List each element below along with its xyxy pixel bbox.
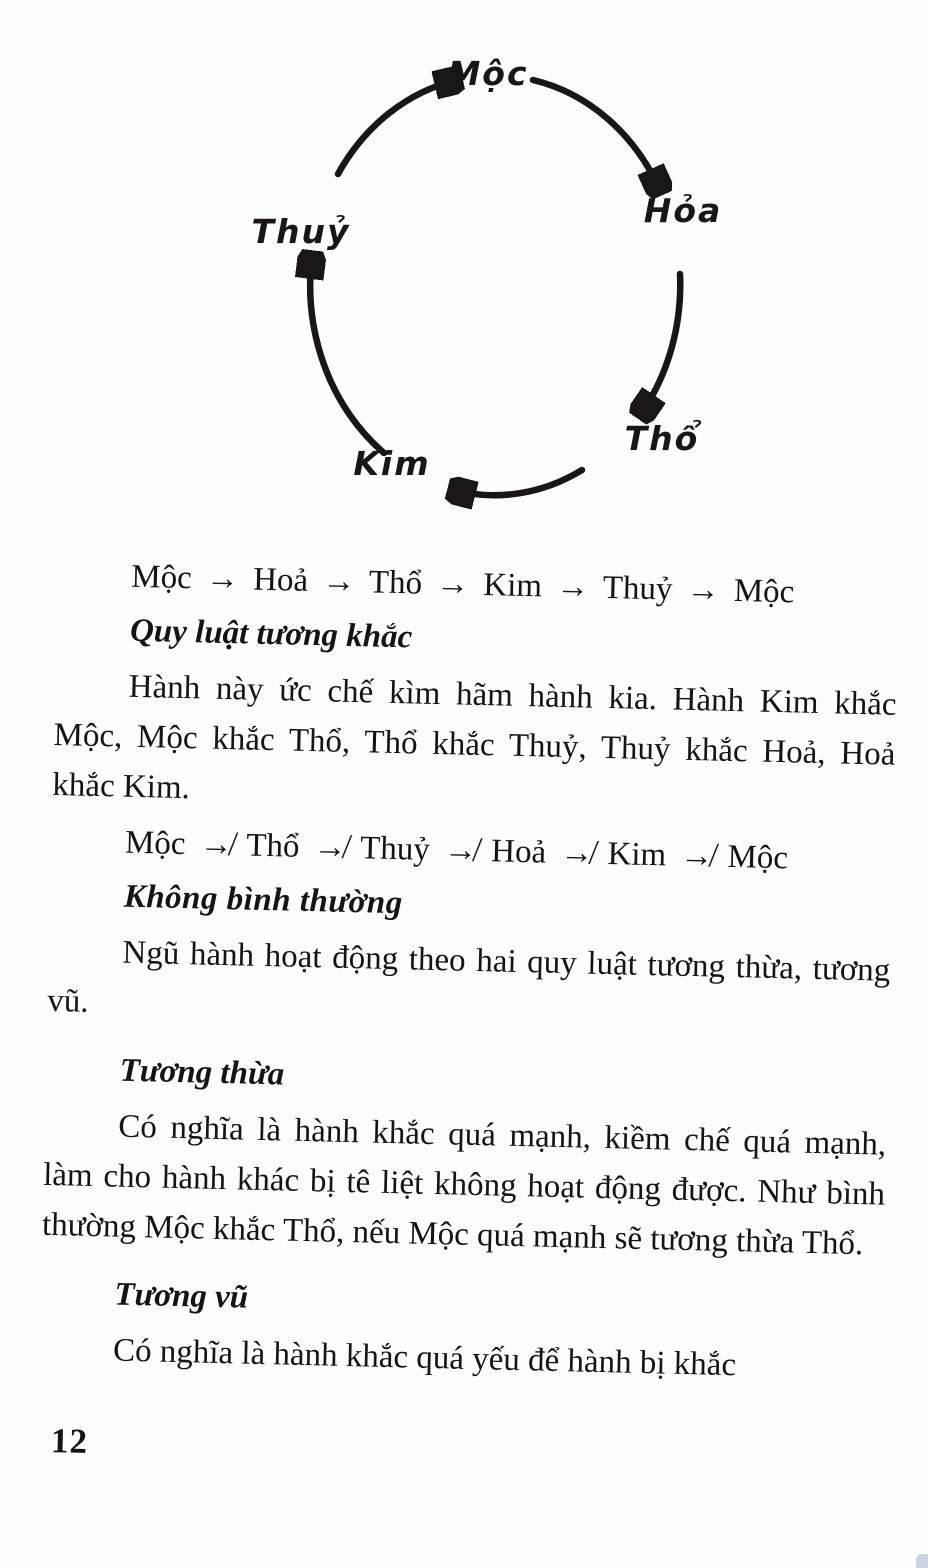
element-label-hoa: Hỏa — [643, 191, 723, 230]
element-label-thuy: Thuỷ — [251, 212, 351, 251]
sequence-tuong-khac: Mộc ↛ Thổ ↛ Thuỷ ↛ Hoả ↛ Kim ↛ Mộc — [124, 824, 789, 877]
arc-thuy-to-moc — [338, 80, 457, 174]
arc-tho-to-kim — [453, 470, 582, 495]
heading-tuong-thua: Tương thừa — [119, 1052, 285, 1093]
paragraph-hai-quy-luat: Ngũ hành hoạt động theo hai quy luật tương thừa, tương vũ. — [46, 934, 891, 1020]
five-elements-cycle-diagram — [0, 0, 928, 545]
arc-hoa-to-tho — [641, 274, 680, 414]
scan-artifact-mark — [916, 1554, 928, 1568]
paragraph-tuong-thua: Có nghĩa là hành khắc quá mạnh, kiềm chế quá mạnh, làm cho hành khác bị tê liệt không hoạt động được. Như bình thường Mộc khắc Thổ, nếu Mộc quá mạnh sẽ tương thừa Thổ. — [41, 1108, 887, 1263]
sequence-tuong-sinh: Mộc → Hoả → Thổ → Kim → Thuỷ → Mộc — [130, 558, 795, 611]
page-text — [36, 548, 899, 1486]
arc-kim-to-thuy — [310, 256, 384, 453]
paragraph-tuong-vu: Có nghĩa là hành khắc quá yếu để hành bị khắc — [112, 1332, 737, 1384]
heading-khong-binh-thuong: Không bình thường — [123, 878, 404, 922]
arc-moc-to-hoa — [533, 80, 660, 190]
page-number: 12 — [50, 1421, 89, 1461]
paragraph-tuong-khac: Hành này ức chế kìm hãm hành kia. Hành Kim khắc Mộc, Mộc khắc Thổ, Thổ khắc Thuỷ, Thuỷ khắc Hoả, Hoả khắc Kim. — [51, 668, 897, 807]
element-label-moc: Mộc — [447, 54, 529, 93]
heading-tuong-vu: Tương vũ — [114, 1276, 249, 1316]
element-label-tho: Thổ — [624, 419, 700, 458]
element-label-kim: Kim — [353, 444, 431, 483]
heading-quy-luat-tuong-khac: Quy luật tương khắc — [129, 612, 413, 656]
